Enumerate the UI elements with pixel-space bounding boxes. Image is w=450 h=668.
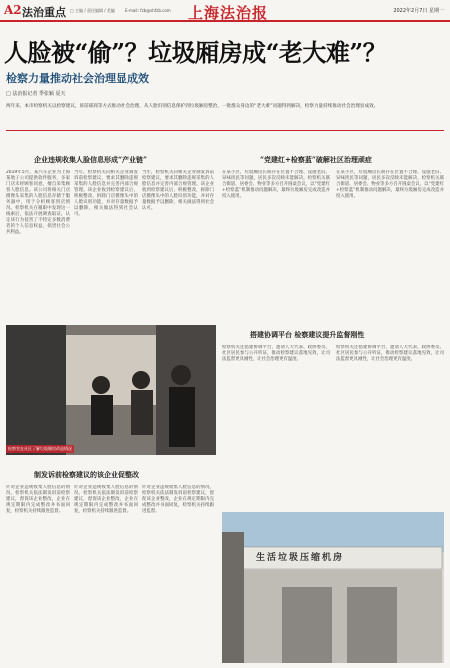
garbage-room-illustration (222, 512, 444, 663)
masthead: 上海法治报 (188, 4, 269, 22)
section-3-title: 搭建协调平台 检察建议提升监督刚性 (250, 330, 365, 339)
email-line: E-mail: fzb@shfzb.com (125, 8, 171, 13)
lead-paragraph: 两年来，本市检察机关以检察建议、诉前磋商等方式推动社会治理，从人脸识别信息保护到垃圾厢房整治，一批群众身边的“老大难”问题得到解决，检察力量持续推动社会治理显成效。 (6, 104, 379, 109)
section-2-title: “党建红+检察蓝”破解社区治理顽症 (260, 155, 372, 164)
divider (6, 130, 444, 131)
section-4-title: 制发诉前检察建议的该企业促整改 (34, 470, 139, 479)
article-column-5: 在某小区，垃圾厢房长期存在位置不合理、设施老旧、异味扰民等问题，居民多次反映未能解决。检察机关联合街道、居委会、物业等多方召开圆桌会议，以“党建红+检察蓝”机制推动问题解决，最终垃圾厢房完成改造并投入使用。 (336, 170, 444, 199)
garbage-room-sign: 生活垃圾压缩机房 (256, 553, 345, 563)
article-column-1: 2019年5月，某汽车企业为上海某地子公司提供软件服务，多家门店未经顾客同意，擅自采集顾客人脸信息。该公司将相关门店摄像头采集的人脸信息存储于服务器中，用于分析顾客到店情况。检察机关在履职中发现这一线索后，依法开展调查取证，认定该行为侵害了不特定多数消费者的个人信息权益，损害社会公共利益。 (6, 170, 70, 235)
byline: □ 法治报记者 季张颖 夏天 (6, 91, 66, 97)
article-photo-interview (6, 325, 216, 455)
article-column-10: 针对企业违规收集人脸信息的情况，检察机关依法制发诉前检察建议，督促该企业整改，企业在规定期限内完成整改并书面回复，检察机关持续跟进监督。 (142, 485, 214, 514)
subheadline: 检察力量推动社会治理显成效 (6, 72, 149, 85)
section-1-title: 企业违规收集人脸信息形成“产业链” (34, 155, 148, 164)
article-column-7: 检察机关还搭建协调平台，邀请人大代表、政协委员、社区居民参与公开听证，推动检察建议落地见效，让司法监督更具刚性，让社会治理更有温度。 (336, 345, 444, 362)
photo-illustration (6, 325, 216, 455)
editor-line: □ 主编 / 责任编辑 / 美编 (70, 8, 115, 13)
photo-caption: 检察官在社区了解垃圾厢房改造情况 (8, 446, 72, 451)
issue-date: 2022年2月7日 星期一 (393, 8, 444, 14)
article-column-8: 针对企业违规收集人脸信息的情况，检察机关依法制发诉前检察建议，督促该企业整改，企业在规定期限内完成整改并书面回复，检察机关持续跟进监督。 (6, 485, 70, 514)
section-title: 法治重点 (22, 6, 66, 19)
article-column-9: 针对企业违规收集人脸信息的情况，检察机关依法制发诉前检察建议，督促该企业整改，企业在规定期限内完成整改并书面回复，检察机关持续跟进监督。 (74, 485, 138, 514)
page-badge: A2 (4, 3, 22, 17)
article-photo-garbage-room (222, 512, 444, 663)
article-column-4: 在某小区，垃圾厢房长期存在位置不合理、设施老旧、异味扰民等问题，居民多次反映未能解决。检察机关联合街道、居委会、物业等多方召开圆桌会议，以“党建红+检察蓝”机制推动问题解决，最终垃圾厢房完成改造并投入使用。 (222, 170, 330, 199)
article-column-2: 当年，检察机关向相关企业制发诉前检察建议，要求其删除违规采集的人脸信息并完善内部合规管理。该企业收到检察建议后，积极整改，拆除门店摄像头中的人脸识别功能，并对存量数据予以删除，相关做法得到社会认可。 (74, 170, 138, 217)
main-headline: 人脸被“偷”？垃圾厢房成“老大难”？ (4, 38, 387, 67)
article-column-3: 当年，检察机关向相关企业制发诉前检察建议，要求其删除违规采集的人脸信息并完善内部合规管理。该企业收到检察建议后，积极整改，拆除门店摄像头中的人脸识别功能，并对存量数据予以删除，相关做法得到社会认可。 (142, 170, 214, 211)
article-column-6: 检察机关还搭建协调平台，邀请人大代表、政协委员、社区居民参与公开听证，推动检察建议落地见效，让司法监督更具刚性，让社会治理更有温度。 (222, 345, 330, 362)
